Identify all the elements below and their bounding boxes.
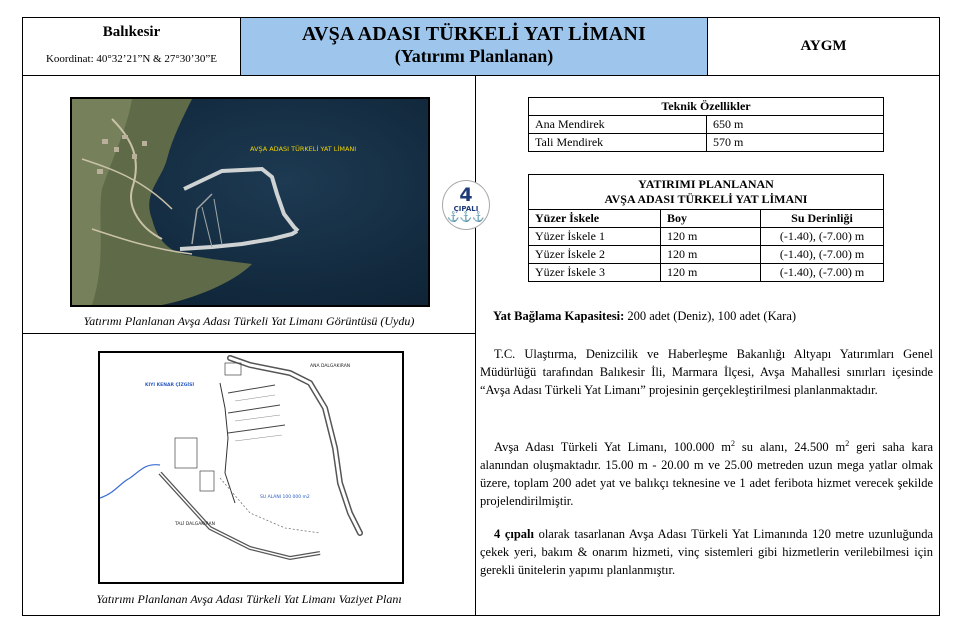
page-subtitle: (Yatırımı Planlanan) <box>394 46 554 66</box>
plan-label-kiyi: KIYI KENAR ÇİZGİSİ <box>145 383 195 388</box>
pontoon-table-heading <box>529 175 884 210</box>
satellite-cell <box>23 76 475 334</box>
city-name: Balıkesir <box>102 24 161 40</box>
plan-label-tali: TALİ DALGAKIRAN <box>175 522 215 527</box>
pontoon-length: 120 m <box>661 264 761 282</box>
agency-label: AYGM <box>800 38 847 54</box>
site-plan-drawing <box>100 353 402 582</box>
pontoon-name: Yüzer İskele 3 <box>529 264 661 282</box>
pontoon-heading-line2: AVŞA ADASI TÜRKELİ YAT LİMANI <box>604 192 808 206</box>
table-row <box>529 134 884 152</box>
coordinate-text: Koordinat: 40°32’21”N & 27°30’30”E <box>45 53 217 65</box>
capacity-value: 200 adet (Deniz), 100 adet (Kara) <box>624 309 797 323</box>
capacity-line <box>493 307 933 325</box>
table-row <box>529 264 884 282</box>
capacity-label: Yat Bağlama Kapasitesi: <box>493 309 625 323</box>
paragraph-area-part2: su alanı, 24.500 m <box>735 440 846 455</box>
paragraph-services-bold: 4 çıpalı <box>494 527 534 541</box>
spec-label: Tali Mendirek <box>529 134 707 152</box>
column-header: Yüzer İskele <box>529 210 661 228</box>
paragraph-area <box>480 435 933 510</box>
paragraph-area-part3: geri saha kara alanından oluşmaktadır. 15.00 m - 20.00 m ve 25.00 metreden uzun mega yatlar olmak üzere, toplam 200 adet yat ve balıkçı teknesine ve 1 adet feribota hizmet verecek şekilde projelendirilmiştir. <box>480 440 933 509</box>
page-title: AVŞA ADASI TÜRKELİ YAT LİMANI <box>301 23 647 45</box>
satellite-caption: Yatırımı Planlanan Avşa Adası Türkeli Yat Limanı Görüntüsü (Uydu) <box>83 314 415 328</box>
spec-value: 570 m <box>707 134 884 152</box>
spec-value: 650 m <box>707 116 884 134</box>
satellite-map-label: AVŞA ADASI TÜRKELİ YAT LİMANI <box>250 145 357 153</box>
pontoon-depth: (-1.40), (-7.00) m <box>761 264 884 282</box>
column-header: Su Derinliği <box>761 210 884 228</box>
paragraph-services-rest: olarak tasarlanan Avşa Adası Türkeli Yat Limanında 120 metre uzunluğunda çekek yeri, bakım & onarım hizmeti, vinç sistemleri gibi hizmetlerin verilebilmesi için gerekli ünitelerin yapımı planlanmıştır. <box>480 527 934 577</box>
location-cell <box>23 18 241 75</box>
logo-number: 4 <box>459 184 473 206</box>
technical-specs-table <box>528 97 884 152</box>
superscript: 2 <box>731 439 736 448</box>
satellite-map-drawing <box>72 99 428 305</box>
pontoon-name: Yüzer İskele 1 <box>529 228 661 246</box>
table-row <box>529 228 884 246</box>
superscript: 2 <box>845 439 850 448</box>
pontoon-heading-line1: YATIRIMI PLANLANAN <box>638 177 774 191</box>
spec-label: Ana Mendirek <box>529 116 707 134</box>
column-header: Boy <box>661 210 761 228</box>
anchors-icon: ⚓⚓⚓ <box>447 212 485 223</box>
pontoon-depth: (-1.40), (-7.00) m <box>761 246 884 264</box>
paragraph-area-part1: Avşa Adası Türkeli Yat Limanı, 100.000 m <box>494 440 732 455</box>
satellite-image <box>70 97 430 307</box>
logo-text: ÇIPALI <box>453 205 479 213</box>
four-anchor-logo-icon <box>442 180 490 230</box>
pontoon-length: 120 m <box>661 228 761 246</box>
plan-label-ana: ANA DALGAKIRAN <box>310 364 351 369</box>
pontoon-table <box>528 174 884 282</box>
plan-label-su: SU ALANI 100 000 m2 <box>260 495 310 500</box>
left-column <box>23 76 476 615</box>
paragraph-services <box>480 525 933 579</box>
paragraph-intro: T.C. Ulaştırma, Denizcilik ve Haberleşme Bakanlığı Altyapı Yatırımları Genel Müdürlüğü tarafından Balıkesir İli, Marmara İlçesi, Avşa Mahallesi sınırları içesinde “Avşa Adası Türkeli Yat Limanı” projesinin gerçekleştirilmesi planlanmaktadır. <box>480 347 933 397</box>
site-plan-image <box>98 351 404 584</box>
plan-caption: Yatırımı Planlanan Avşa Adası Türkeli Yat Limanı Vaziyet Planı <box>96 592 402 606</box>
table-row <box>529 246 884 264</box>
pontoon-name: Yüzer İskele 2 <box>529 246 661 264</box>
header <box>23 18 939 76</box>
title-cell <box>241 18 708 75</box>
table-header-row <box>529 210 884 228</box>
technical-heading: Teknik Özellikler <box>529 98 884 116</box>
pontoon-depth: (-1.40), (-7.00) m <box>761 228 884 246</box>
plan-cell <box>23 334 475 615</box>
table-row <box>529 116 884 134</box>
pontoon-length: 120 m <box>661 246 761 264</box>
